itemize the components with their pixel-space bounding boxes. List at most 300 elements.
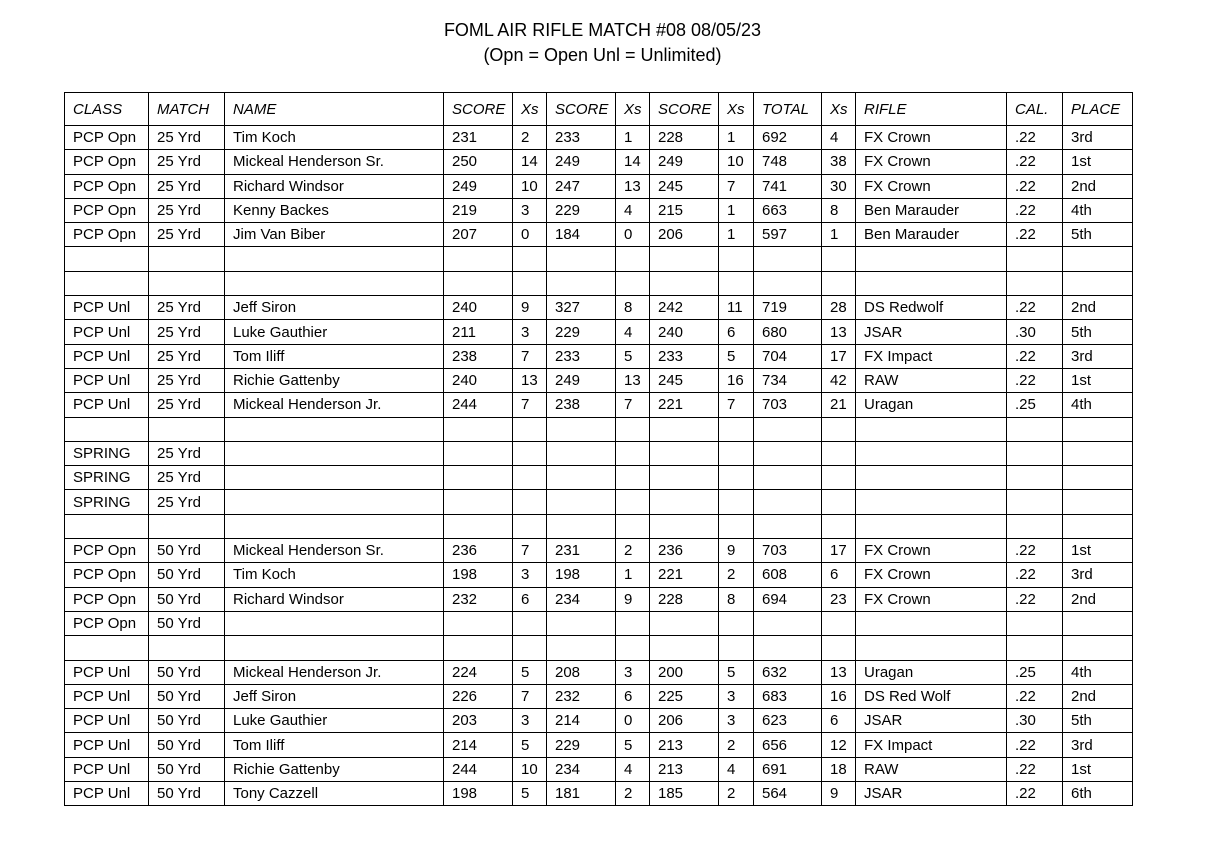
cell-total: 680 <box>754 320 822 344</box>
cell-score-2 <box>547 247 616 271</box>
cell-score-2: 198 <box>547 563 616 587</box>
cell-match: 25 Yrd <box>149 320 225 344</box>
cell-class: PCP Unl <box>65 782 149 806</box>
cell-total <box>754 417 822 441</box>
cell-total: 703 <box>754 539 822 563</box>
cell-score-3: 221 <box>650 563 719 587</box>
cell-xs-1: 3 <box>513 563 547 587</box>
cell-total <box>754 466 822 490</box>
cell-cal <box>1007 441 1063 465</box>
cell-match: 50 Yrd <box>149 782 225 806</box>
cell-total: 703 <box>754 393 822 417</box>
table-row <box>65 587 1133 611</box>
cell-match <box>149 247 225 271</box>
cell-name: Luke Gauthier <box>225 320 444 344</box>
cell-name <box>225 417 444 441</box>
cell-place: 3rd <box>1063 126 1133 150</box>
cell-class: PCP Unl <box>65 344 149 368</box>
cell-xs-1 <box>513 466 547 490</box>
cell-class: PCP Opn <box>65 223 149 247</box>
cell-score-1 <box>444 271 513 295</box>
cell-total: 719 <box>754 296 822 320</box>
cell-xs-3: 2 <box>719 782 754 806</box>
cell-match: 50 Yrd <box>149 563 225 587</box>
cell-class: PCP Opn <box>65 174 149 198</box>
table-row <box>65 757 1133 781</box>
cell-name <box>225 611 444 635</box>
cell-score-3 <box>650 636 719 660</box>
cell-score-3: 200 <box>650 660 719 684</box>
table-header-row <box>65 93 1133 126</box>
cell-score-1 <box>444 417 513 441</box>
cell-match: 50 Yrd <box>149 684 225 708</box>
cell-class <box>65 636 149 660</box>
cell-name: Tom Iliff <box>225 733 444 757</box>
cell-score-3 <box>650 271 719 295</box>
cell-cal: .22 <box>1007 150 1063 174</box>
cell-place: 3rd <box>1063 344 1133 368</box>
cell-match: 50 Yrd <box>149 587 225 611</box>
table-row <box>65 660 1133 684</box>
cell-cal: .25 <box>1007 393 1063 417</box>
cell-score-2: 229 <box>547 733 616 757</box>
cell-total: 683 <box>754 684 822 708</box>
cell-score-2: 238 <box>547 393 616 417</box>
cell-xs-1 <box>513 417 547 441</box>
cell-xs-1 <box>513 271 547 295</box>
cell-class: PCP Opn <box>65 150 149 174</box>
cell-score-1: 198 <box>444 563 513 587</box>
cell-name: Jeff Siron <box>225 296 444 320</box>
column-header-total: TOTAL <box>754 93 822 126</box>
cell-name: Tom Iliff <box>225 344 444 368</box>
cell-match <box>149 636 225 660</box>
cell-class: PCP Unl <box>65 733 149 757</box>
cell-xs-3: 1 <box>719 126 754 150</box>
column-header-xs-3: Xs <box>719 93 754 126</box>
cell-xs-3: 2 <box>719 733 754 757</box>
cell-xs-total <box>822 271 856 295</box>
cell-xs-1: 7 <box>513 684 547 708</box>
cell-place: 4th <box>1063 198 1133 222</box>
cell-class: PCP Unl <box>65 393 149 417</box>
cell-match: 50 Yrd <box>149 611 225 635</box>
cell-cal: .22 <box>1007 587 1063 611</box>
cell-score-3: 240 <box>650 320 719 344</box>
cell-name: Mickeal Henderson Sr. <box>225 539 444 563</box>
table-row <box>65 490 1133 514</box>
cell-class: PCP Opn <box>65 563 149 587</box>
cell-score-2 <box>547 271 616 295</box>
table-body <box>65 126 1133 806</box>
column-header-xs-total: Xs <box>822 93 856 126</box>
cell-cal: .22 <box>1007 368 1063 392</box>
column-header-name: NAME <box>225 93 444 126</box>
cell-rifle: DS Redwolf <box>856 296 1007 320</box>
cell-xs-3: 10 <box>719 150 754 174</box>
cell-score-1: 219 <box>444 198 513 222</box>
cell-class <box>65 271 149 295</box>
cell-score-1: 249 <box>444 174 513 198</box>
cell-score-3: 236 <box>650 539 719 563</box>
cell-place: 2nd <box>1063 684 1133 708</box>
cell-cal: .22 <box>1007 174 1063 198</box>
cell-rifle: FX Impact <box>856 733 1007 757</box>
table-row <box>65 198 1133 222</box>
cell-xs-2 <box>616 611 650 635</box>
cell-xs-2: 0 <box>616 709 650 733</box>
cell-total: 564 <box>754 782 822 806</box>
cell-total: 597 <box>754 223 822 247</box>
cell-xs-total: 17 <box>822 539 856 563</box>
cell-name <box>225 466 444 490</box>
table-row <box>65 223 1133 247</box>
cell-class: PCP Opn <box>65 198 149 222</box>
cell-xs-3 <box>719 466 754 490</box>
cell-xs-1: 7 <box>513 539 547 563</box>
cell-score-2: 214 <box>547 709 616 733</box>
cell-match: 25 Yrd <box>149 198 225 222</box>
cell-score-1: 203 <box>444 709 513 733</box>
cell-xs-2: 5 <box>616 344 650 368</box>
cell-score-1: 250 <box>444 150 513 174</box>
cell-rifle: FX Crown <box>856 174 1007 198</box>
cell-cal <box>1007 466 1063 490</box>
cell-match: 25 Yrd <box>149 150 225 174</box>
cell-score-3: 221 <box>650 393 719 417</box>
cell-rifle: Uragan <box>856 393 1007 417</box>
cell-rifle: Uragan <box>856 660 1007 684</box>
cell-total: 734 <box>754 368 822 392</box>
cell-score-1: 240 <box>444 368 513 392</box>
cell-score-1 <box>444 636 513 660</box>
cell-match: 25 Yrd <box>149 344 225 368</box>
cell-total: 663 <box>754 198 822 222</box>
cell-xs-1: 7 <box>513 393 547 417</box>
cell-xs-2: 6 <box>616 684 650 708</box>
cell-xs-1: 3 <box>513 709 547 733</box>
cell-score-2 <box>547 611 616 635</box>
cell-total <box>754 247 822 271</box>
cell-score-1: 236 <box>444 539 513 563</box>
cell-place: 2nd <box>1063 174 1133 198</box>
cell-xs-total: 18 <box>822 757 856 781</box>
cell-place: 2nd <box>1063 296 1133 320</box>
cell-rifle: JSAR <box>856 709 1007 733</box>
cell-xs-total: 8 <box>822 198 856 222</box>
cell-rifle <box>856 636 1007 660</box>
cell-total: 691 <box>754 757 822 781</box>
cell-xs-2: 2 <box>616 782 650 806</box>
cell-rifle: Ben Marauder <box>856 223 1007 247</box>
cell-total <box>754 636 822 660</box>
cell-xs-1: 10 <box>513 174 547 198</box>
cell-rifle: FX Crown <box>856 539 1007 563</box>
cell-score-2: 233 <box>547 344 616 368</box>
cell-rifle: RAW <box>856 757 1007 781</box>
cell-cal <box>1007 636 1063 660</box>
cell-rifle <box>856 466 1007 490</box>
cell-cal: .22 <box>1007 563 1063 587</box>
cell-cal <box>1007 611 1063 635</box>
cell-score-2 <box>547 417 616 441</box>
cell-cal: .22 <box>1007 782 1063 806</box>
cell-xs-1 <box>513 247 547 271</box>
column-header-place: PLACE <box>1063 93 1133 126</box>
cell-score-2 <box>547 490 616 514</box>
cell-place: 5th <box>1063 320 1133 344</box>
cell-xs-3 <box>719 271 754 295</box>
cell-match: 50 Yrd <box>149 709 225 733</box>
cell-place <box>1063 466 1133 490</box>
cell-class: PCP Unl <box>65 757 149 781</box>
cell-score-3: 249 <box>650 150 719 174</box>
cell-place: 6th <box>1063 782 1133 806</box>
cell-xs-3: 16 <box>719 368 754 392</box>
cell-score-3: 245 <box>650 368 719 392</box>
cell-score-3: 245 <box>650 174 719 198</box>
cell-score-2: 184 <box>547 223 616 247</box>
cell-cal <box>1007 514 1063 538</box>
cell-xs-2: 14 <box>616 150 650 174</box>
cell-name: Richie Gattenby <box>225 368 444 392</box>
cell-name: Richie Gattenby <box>225 757 444 781</box>
cell-place: 1st <box>1063 539 1133 563</box>
cell-score-2: 249 <box>547 150 616 174</box>
cell-score-1 <box>444 514 513 538</box>
cell-match: 50 Yrd <box>149 757 225 781</box>
cell-score-3 <box>650 247 719 271</box>
cell-place: 3rd <box>1063 563 1133 587</box>
cell-score-2: 247 <box>547 174 616 198</box>
cell-place <box>1063 441 1133 465</box>
cell-score-2: 234 <box>547 757 616 781</box>
cell-score-3 <box>650 490 719 514</box>
cell-match: 25 Yrd <box>149 393 225 417</box>
cell-total: 694 <box>754 587 822 611</box>
cell-rifle: FX Crown <box>856 126 1007 150</box>
cell-xs-3: 7 <box>719 174 754 198</box>
cell-xs-2 <box>616 271 650 295</box>
cell-xs-total: 13 <box>822 320 856 344</box>
cell-match: 25 Yrd <box>149 174 225 198</box>
cell-score-3: 228 <box>650 587 719 611</box>
table-row <box>65 611 1133 635</box>
cell-xs-1: 6 <box>513 587 547 611</box>
cell-name <box>225 247 444 271</box>
cell-rifle: Ben Marauder <box>856 198 1007 222</box>
cell-xs-2 <box>616 514 650 538</box>
cell-rifle: FX Crown <box>856 563 1007 587</box>
cell-name <box>225 514 444 538</box>
cell-xs-3: 3 <box>719 684 754 708</box>
cell-match: 25 Yrd <box>149 296 225 320</box>
cell-class: PCP Opn <box>65 539 149 563</box>
cell-cal: .22 <box>1007 126 1063 150</box>
cell-xs-1: 2 <box>513 126 547 150</box>
cell-cal: .22 <box>1007 733 1063 757</box>
cell-class <box>65 514 149 538</box>
cell-rifle: JSAR <box>856 782 1007 806</box>
cell-xs-total: 30 <box>822 174 856 198</box>
cell-xs-total <box>822 636 856 660</box>
cell-xs-1: 5 <box>513 660 547 684</box>
cell-xs-3: 4 <box>719 757 754 781</box>
cell-xs-total <box>822 611 856 635</box>
column-header-score-3: SCORE <box>650 93 719 126</box>
cell-xs-2: 13 <box>616 368 650 392</box>
cell-cal: .30 <box>1007 320 1063 344</box>
cell-place <box>1063 636 1133 660</box>
table-row <box>65 296 1133 320</box>
cell-xs-1: 5 <box>513 782 547 806</box>
cell-xs-total: 42 <box>822 368 856 392</box>
cell-score-2: 232 <box>547 684 616 708</box>
cell-score-1: 211 <box>444 320 513 344</box>
cell-place <box>1063 271 1133 295</box>
column-header-xs-1: Xs <box>513 93 547 126</box>
cell-score-3 <box>650 441 719 465</box>
cell-xs-3 <box>719 636 754 660</box>
cell-score-2: 181 <box>547 782 616 806</box>
results-table <box>64 92 1133 806</box>
cell-xs-1 <box>513 490 547 514</box>
cell-rifle <box>856 514 1007 538</box>
cell-cal: .22 <box>1007 344 1063 368</box>
cell-name: Tim Koch <box>225 563 444 587</box>
cell-xs-2: 0 <box>616 223 650 247</box>
cell-xs-1: 5 <box>513 733 547 757</box>
cell-name: Jeff Siron <box>225 684 444 708</box>
cell-xs-2: 9 <box>616 587 650 611</box>
table-row <box>65 393 1133 417</box>
cell-xs-1: 13 <box>513 368 547 392</box>
cell-score-3 <box>650 417 719 441</box>
cell-xs-2: 8 <box>616 296 650 320</box>
cell-score-2: 229 <box>547 198 616 222</box>
cell-xs-3: 8 <box>719 587 754 611</box>
cell-xs-total: 16 <box>822 684 856 708</box>
cell-rifle <box>856 271 1007 295</box>
cell-score-2: 231 <box>547 539 616 563</box>
cell-xs-2 <box>616 417 650 441</box>
cell-xs-2: 5 <box>616 733 650 757</box>
cell-xs-total: 9 <box>822 782 856 806</box>
cell-total: 692 <box>754 126 822 150</box>
page-title: FOML AIR RIFLE MATCH #08 08/05/23 <box>443 20 762 40</box>
table-row <box>65 126 1133 150</box>
cell-place <box>1063 611 1133 635</box>
cell-score-3: 215 <box>650 198 719 222</box>
cell-score-3: 206 <box>650 223 719 247</box>
table-row <box>65 320 1133 344</box>
cell-cal <box>1007 490 1063 514</box>
table-row <box>65 709 1133 733</box>
cell-match <box>149 514 225 538</box>
cell-score-3: 225 <box>650 684 719 708</box>
cell-score-2 <box>547 466 616 490</box>
cell-xs-2: 4 <box>616 320 650 344</box>
cell-place <box>1063 514 1133 538</box>
cell-match <box>149 417 225 441</box>
cell-total: 741 <box>754 174 822 198</box>
cell-class <box>65 247 149 271</box>
cell-match: 25 Yrd <box>149 466 225 490</box>
cell-score-3 <box>650 514 719 538</box>
cell-xs-3 <box>719 247 754 271</box>
cell-score-3 <box>650 611 719 635</box>
cell-name <box>225 271 444 295</box>
cell-xs-1 <box>513 636 547 660</box>
cell-total <box>754 514 822 538</box>
cell-xs-total <box>822 466 856 490</box>
cell-match: 50 Yrd <box>149 539 225 563</box>
cell-name: Jim Van Biber <box>225 223 444 247</box>
cell-xs-3: 11 <box>719 296 754 320</box>
cell-score-1: 224 <box>444 660 513 684</box>
cell-xs-2: 4 <box>616 198 650 222</box>
table-row <box>65 247 1133 271</box>
cell-xs-3: 5 <box>719 660 754 684</box>
cell-cal <box>1007 417 1063 441</box>
cell-xs-3 <box>719 417 754 441</box>
cell-rifle <box>856 441 1007 465</box>
cell-cal: .22 <box>1007 539 1063 563</box>
cell-score-1: 198 <box>444 782 513 806</box>
cell-name: Richard Windsor <box>225 587 444 611</box>
cell-match: 25 Yrd <box>149 490 225 514</box>
column-header-score-2: SCORE <box>547 93 616 126</box>
cell-xs-3: 7 <box>719 393 754 417</box>
cell-xs-3 <box>719 490 754 514</box>
cell-xs-total: 6 <box>822 563 856 587</box>
cell-class: SPRING <box>65 466 149 490</box>
cell-xs-total: 12 <box>822 733 856 757</box>
cell-xs-2 <box>616 247 650 271</box>
cell-cal: .22 <box>1007 198 1063 222</box>
cell-score-2 <box>547 441 616 465</box>
cell-place: 1st <box>1063 368 1133 392</box>
column-header-rifle: RIFLE <box>856 93 1007 126</box>
cell-place: 1st <box>1063 757 1133 781</box>
cell-score-2: 233 <box>547 126 616 150</box>
cell-name: Richard Windsor <box>225 174 444 198</box>
cell-score-1: 240 <box>444 296 513 320</box>
cell-score-1: 238 <box>444 344 513 368</box>
column-header-cal: CAL. <box>1007 93 1063 126</box>
cell-score-1: 244 <box>444 393 513 417</box>
cell-rifle: DS Red Wolf <box>856 684 1007 708</box>
cell-score-1: 231 <box>444 126 513 150</box>
cell-total <box>754 441 822 465</box>
cell-cal: .22 <box>1007 296 1063 320</box>
cell-xs-2: 1 <box>616 126 650 150</box>
cell-rifle: RAW <box>856 368 1007 392</box>
cell-xs-3: 5 <box>719 344 754 368</box>
cell-xs-2: 3 <box>616 660 650 684</box>
cell-class: PCP Opn <box>65 126 149 150</box>
cell-cal <box>1007 247 1063 271</box>
cell-match: 50 Yrd <box>149 660 225 684</box>
cell-xs-2 <box>616 466 650 490</box>
cell-xs-2 <box>616 490 650 514</box>
cell-xs-total <box>822 490 856 514</box>
cell-rifle <box>856 490 1007 514</box>
cell-xs-total: 23 <box>822 587 856 611</box>
cell-xs-2 <box>616 636 650 660</box>
cell-place: 2nd <box>1063 587 1133 611</box>
cell-xs-total <box>822 417 856 441</box>
